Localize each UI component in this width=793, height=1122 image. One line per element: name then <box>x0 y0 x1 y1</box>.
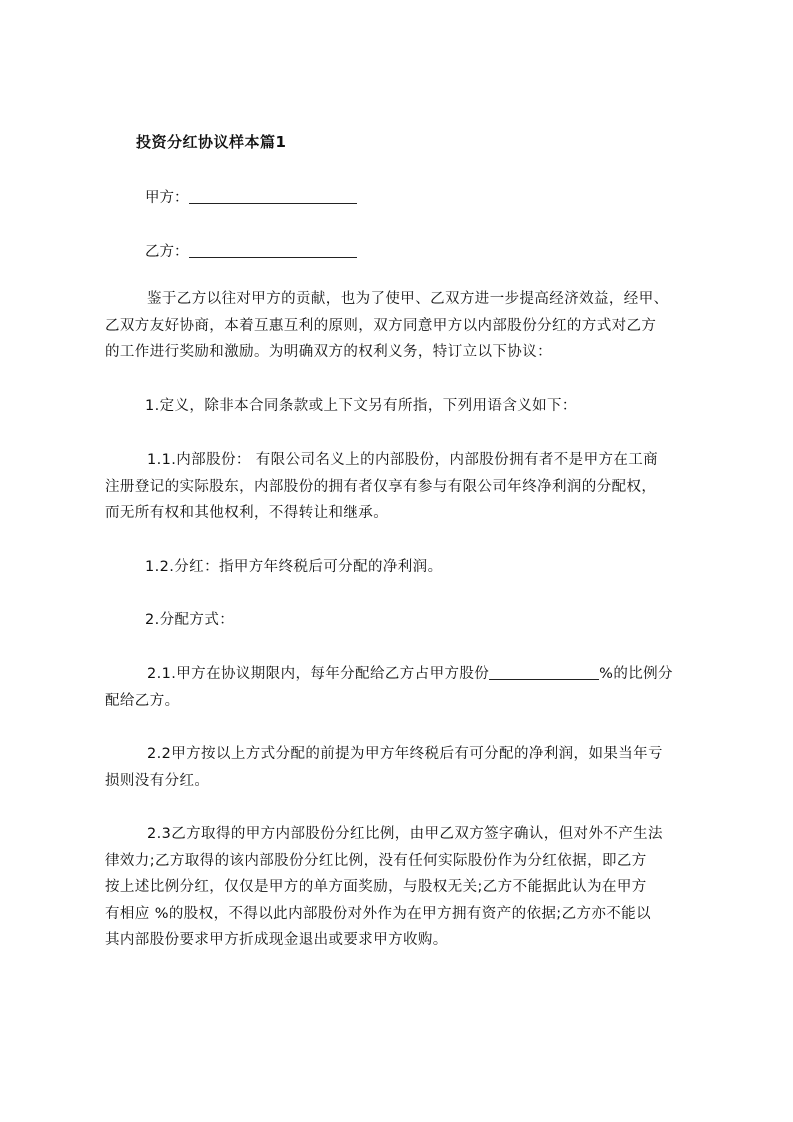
section-1-heading <box>145 393 745 420</box>
section-2-3-paragraph <box>105 821 705 954</box>
section-2-3-line: 律效力;乙方取得的该内部股份分红比例，没有任何实际股份作为分红依据，即乙方 <box>105 852 647 869</box>
section-2-3-line: 其内部股份要求甲方折成现金退出或要求甲方收购。 <box>105 932 448 948</box>
section-2-1-text-before: 2.1.甲方在协议期限内，每年分配给乙方占甲方股份 <box>147 666 490 682</box>
section-2-heading <box>145 607 745 634</box>
party-a-label: 甲方： <box>145 190 189 206</box>
section-1-2-text: 1.2.分红：指甲方年终税后可分配的净利润。 <box>145 559 443 575</box>
intro-line: 乙双方友好协商，本着互惠互利的原则，双方同意甲方以内部股份分红的方式对乙方 <box>105 317 657 334</box>
intro-line: 的工作进行奖励和激励。为明确双方的权利义务，特订立以下协议： <box>105 344 552 360</box>
section-2-3-line: 有相应 %的股权，不得以此内部股份对外作为在甲方拥有资产的依据;乙方亦不能以 <box>105 905 651 922</box>
section-2-3-line: 按上述比例分红，仅仅是甲方的单方面奖励，与股权无关;乙方不能据此认为在甲方 <box>105 879 647 895</box>
party-b-line <box>145 240 357 261</box>
section-2-3-line: 2.3乙方取得的甲方内部股份分红比例，由甲乙双方签字确认，但对外不产生法 <box>147 826 663 842</box>
party-b-blank <box>189 243 357 258</box>
section-1-1-line: 而无所有权和其他权利，不得转让和继承。 <box>105 505 389 521</box>
section-2-2-line: 损则没有分红。 <box>105 772 210 789</box>
percentage-blank <box>489 665 599 680</box>
section-1-1-line: 注册登记的实际股东，内部股份的拥有者仅享有参与有限公司年终净利润的分配权， <box>105 478 657 495</box>
intro-line: 鉴于乙方以往对甲方的贡献，也为了使甲、乙双方进一步提高经济效益，经甲、 <box>147 291 669 307</box>
section-1-1-line: 1.1.内部股份： 有限公司名义上的内部股份，内部股份拥有者不是甲方在工商 <box>147 452 659 468</box>
section-2-1-text-after: %的比例分 <box>599 666 673 682</box>
section-2-1-line: 配给乙方。 <box>105 692 180 709</box>
party-b-label: 乙方： <box>145 244 189 260</box>
section-1-text: 1.定义，除非本合同条款或上下文另有所指，下列用语含义如下： <box>145 398 577 414</box>
section-2-2-line: 2.2甲方按以上方式分配的前提为甲方年终税后有可分配的净利润，如果当年亏 <box>147 746 663 762</box>
party-a-blank <box>189 189 357 204</box>
document-title: 投资分红协议样本篇1 <box>136 133 287 151</box>
section-2-1-paragraph <box>105 661 705 714</box>
section-2-text: 2.分配方式： <box>145 612 235 628</box>
section-1-1-paragraph <box>105 447 705 527</box>
intro-paragraph <box>105 286 705 366</box>
section-2-1-line <box>105 661 705 688</box>
section-2-2-paragraph <box>105 741 705 794</box>
party-a-line <box>145 186 357 207</box>
section-1-2-paragraph <box>145 554 745 581</box>
